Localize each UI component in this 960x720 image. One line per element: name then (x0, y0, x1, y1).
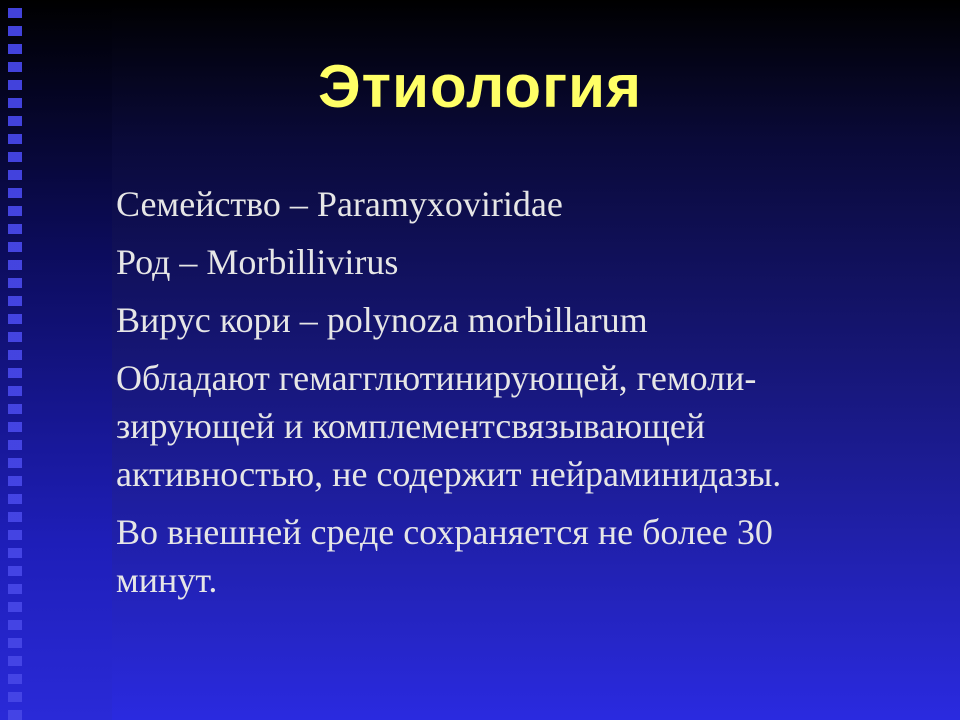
decorative-square-column (8, 0, 22, 720)
paragraph-family (116, 180, 936, 228)
paragraph-line: зирующей и комплементсвязывающей (116, 406, 706, 446)
paragraph-line: активностью, не содержит нейраминидазы. (116, 454, 782, 494)
paragraph-virus (116, 296, 936, 344)
paragraph-line: Семейство – Paramyxoviridae (116, 184, 563, 224)
slide-title: Этиология (318, 53, 642, 120)
paragraph-environment (116, 508, 936, 604)
decorative-side-strip (0, 0, 112, 720)
paragraph-line: Вирус кори – polynoza morbillarum (116, 300, 648, 340)
paragraph-line: Род – Morbillivirus (116, 242, 399, 282)
paragraph-activity (116, 354, 936, 498)
paragraph-genus (116, 238, 936, 286)
slide-body (116, 180, 936, 604)
paragraph-line: минут. (116, 560, 218, 600)
paragraph-line: Во внешней среде сохраняется не более 30 (116, 512, 773, 552)
paragraph-line: Обладают гемагглютинирующей, гемоли- (116, 358, 757, 398)
